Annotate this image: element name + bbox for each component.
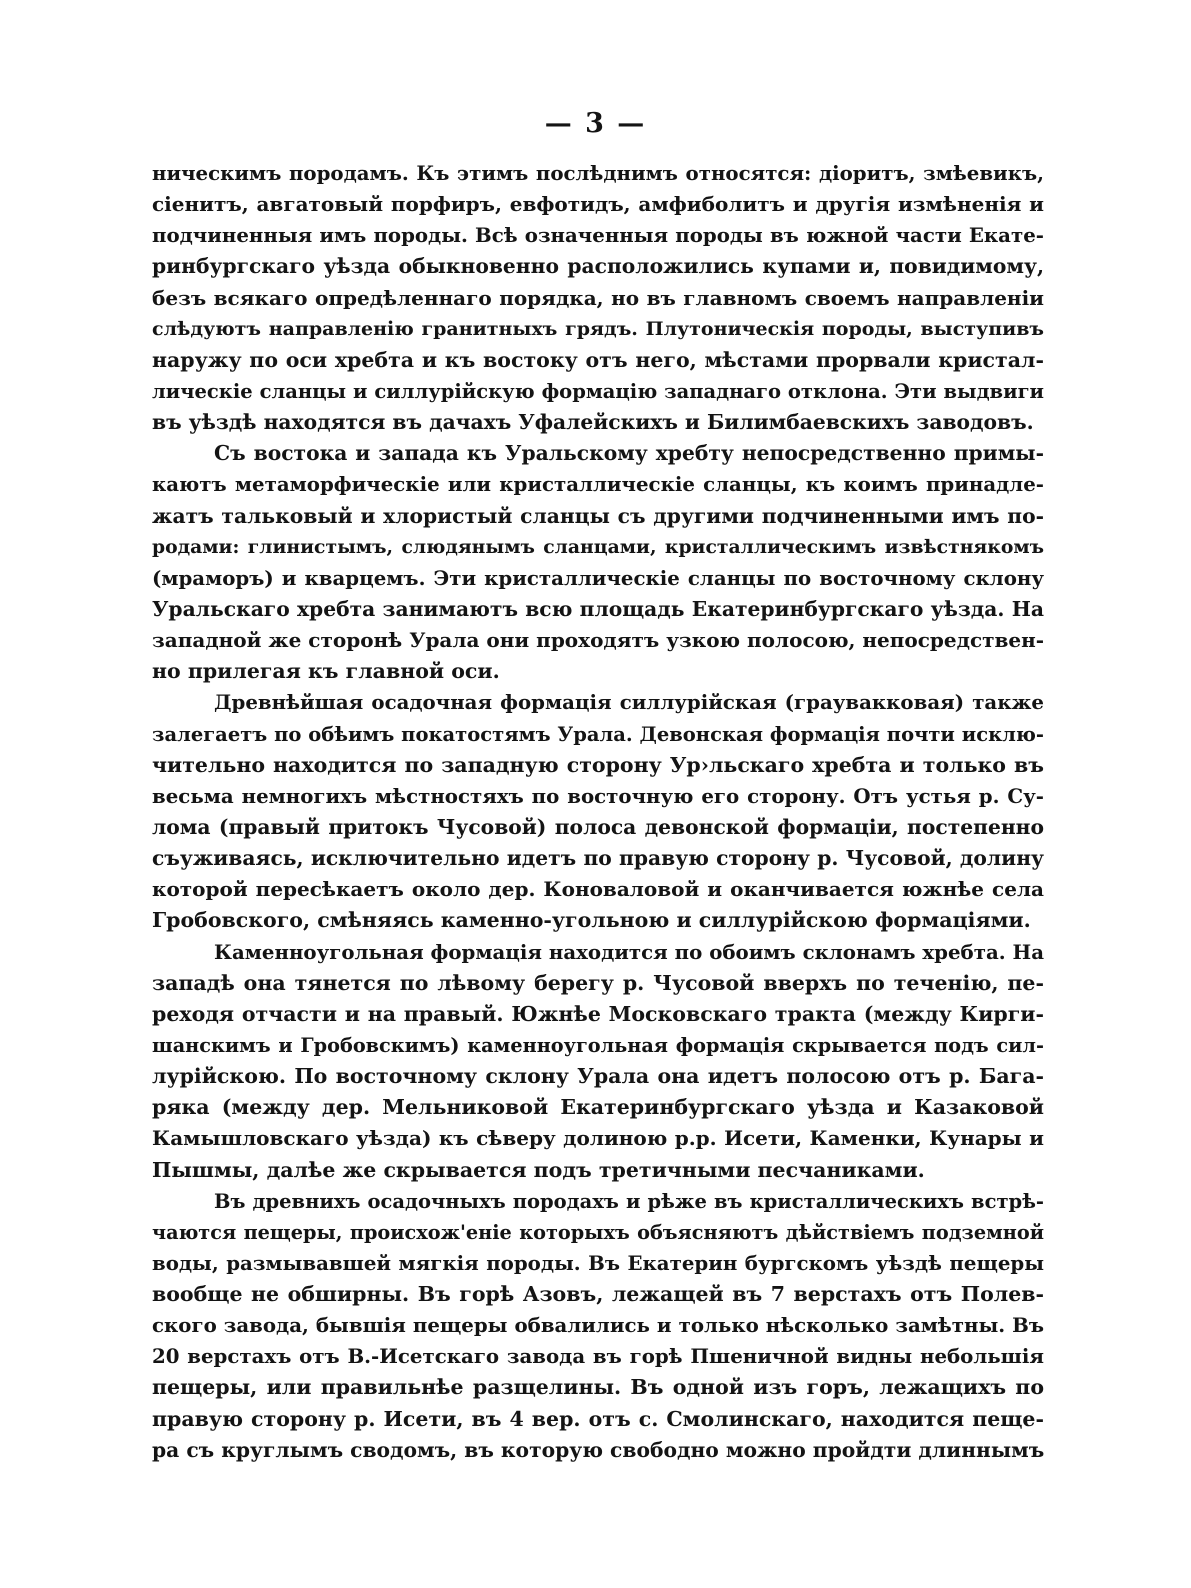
text-line: чаются пещеры, происхож'еніе которыхъ объясняютъ дѣйствіемъ подземной [152, 1220, 1044, 1244]
text-line: съуживаясь, исключительно идетъ по правую сторону р. Чусовой, долину [152, 846, 1044, 871]
text-line: ническимъ породамъ. Къ этимъ послѣднимъ относятся: діоритъ, змѣевикъ, [152, 161, 1044, 185]
text-line: воды, размывавшей мягкія породы. Въ Екатерин бургскомъ уѣздѣ пещеры [152, 1250, 1044, 1275]
text-line: ра съ круглымъ сводомъ, въ которую свободно можно пройдти длиннымъ [152, 1437, 1044, 1462]
text-line: весьма немногихъ мѣстностяхъ по восточную его сторону. Отъ устья р. Су- [152, 783, 1044, 808]
text-line: безъ всякаго опредѣленнаго порядка, но въ главномъ своемъ направленіи [152, 285, 1044, 310]
paragraph [152, 158, 1044, 438]
text-line: Камышловскаго уѣзда) къ сѣверу долиною р.р. Исети, Каменки, Кунары и [152, 1126, 1044, 1151]
text-line: (мраморъ) и кварцемъ. Эти кристаллическіе сланцы по восточному склону [152, 565, 1044, 590]
text-line: шанскимъ и Гробовскимъ) каменноугольная формація скрывается подъ сил- [152, 1033, 1044, 1057]
text-line: ринбургскаго уѣзда обыкновенно расположились купами и, повидимому, [152, 254, 1044, 279]
text-line: лурійскою. По восточному склону Урала она идетъ полосою отъ р. Бага- [152, 1064, 1044, 1089]
text-line: ряка (между дер. Мельниковой Екатеринбургскаго уѣзда и Казаковой [152, 1095, 1044, 1120]
text-line: Въ древнихъ осадочныхъ породахъ и рѣже въ кристаллическихъ встрѣ- [214, 1189, 1044, 1213]
page-number: — 3 — [544, 108, 647, 139]
paragraph [152, 937, 1044, 1186]
text-line: лическіе сланцы и силлурійскую формацію западнаго отклона. Эти выдвиги [152, 379, 1044, 403]
text-line: жатъ тальковый и хлористый сланцы съ другими подчиненными имъ по- [152, 503, 1044, 528]
text-line: подчиненныя имъ породы. Всѣ означенныя породы въ южной части Екате- [152, 223, 1044, 248]
text-line: правую сторону р. Исети, въ 4 вер. отъ с. Смолинскаго, находится пеще- [152, 1406, 1044, 1431]
text-line: Уральскаго хребта занимаютъ всю площадь Екатеринбургскаго уѣзда. На [152, 596, 1044, 621]
text-line: которой пересѣкаетъ около дер. Коноваловой и оканчивается южнѣе села [152, 877, 1044, 902]
text-line: пещеры, или правильнѣе разщелины. Въ одной изъ горъ, лежащихъ по [152, 1375, 1044, 1400]
text-line: Древнѣйшая осадочная формація силлурійская (граувакковая) также [214, 690, 1044, 715]
paragraph [152, 1186, 1044, 1466]
text-line: реходя отчасти и на правый. Южнѣе Московскаго тракта (между Кирги- [152, 1001, 1044, 1026]
paragraph [152, 687, 1044, 936]
paragraph [152, 438, 1044, 687]
text-line: сіенитъ, авгатовый порфиръ, евфотидъ, амфиболитъ и другія измѣненія и [152, 192, 1044, 217]
text-line: 20 верстахъ отъ В.-Исетскаго завода въ горѣ Пшеничной видны небольшія [152, 1344, 1044, 1369]
text-line: въ уѣздѣ находятся въ дачахъ Уфалейскихъ и Билимбаевскихъ заводовъ. [152, 410, 1034, 435]
body-text [152, 158, 1044, 1466]
text-line: западной же сторонѣ Урала они проходятъ узкою полосою, непосредствен- [152, 628, 1044, 653]
text-line: каютъ метаморфическіе или кристаллическіе сланцы, къ коимъ принадле- [152, 472, 1044, 497]
text-line: но прилегая къ главной оси. [152, 659, 500, 684]
text-line: залегаетъ по обѣимъ покатостямъ Урала. Девонская формація почти исклю- [152, 722, 1044, 746]
text-line: Съ востока и запада къ Уральскому хребту непосредственно примы- [214, 441, 1044, 466]
text-line: Пышмы, далѣе же скрывается подъ третичными песчаниками. [152, 1157, 925, 1182]
text-line: чительно находится по западную сторону Ур›льскаго хребта и только въ [152, 752, 1044, 777]
text-line: родами: глинистымъ, слюдянымъ сланцами, кристаллическимъ извѣстнякомъ [152, 535, 1044, 558]
text-line: ского завода, бывшія пещеры обвалились и только нѣсколько замѣтны. Въ [152, 1313, 1044, 1338]
text-line: слѣдуютъ направленію гранитныхъ грядъ. Плутоническія породы, выступивъ [152, 317, 1044, 340]
text-line: Гробовского, смѣняясь каменно-угольною и силлурійскою формаціями. [152, 908, 1031, 933]
text-line: Каменноугольная формація находится по обоимъ склонамъ хребта. На [214, 939, 1044, 964]
text-line: лома (правый притокъ Чусовой) полоса девонской формаціи, постепенно [152, 814, 1044, 839]
text-line: вообще не обширны. Въ горѣ Азовъ, лежащей въ 7 верстахъ отъ Полев- [152, 1282, 1044, 1307]
text-line: западѣ она тянется по лѣвому берегу р. Чусовой вверхъ по теченію, пе- [152, 970, 1044, 995]
text-line: наружу по оси хребта и къ востоку отъ него, мѣстами прорвали кристал- [152, 347, 1044, 372]
